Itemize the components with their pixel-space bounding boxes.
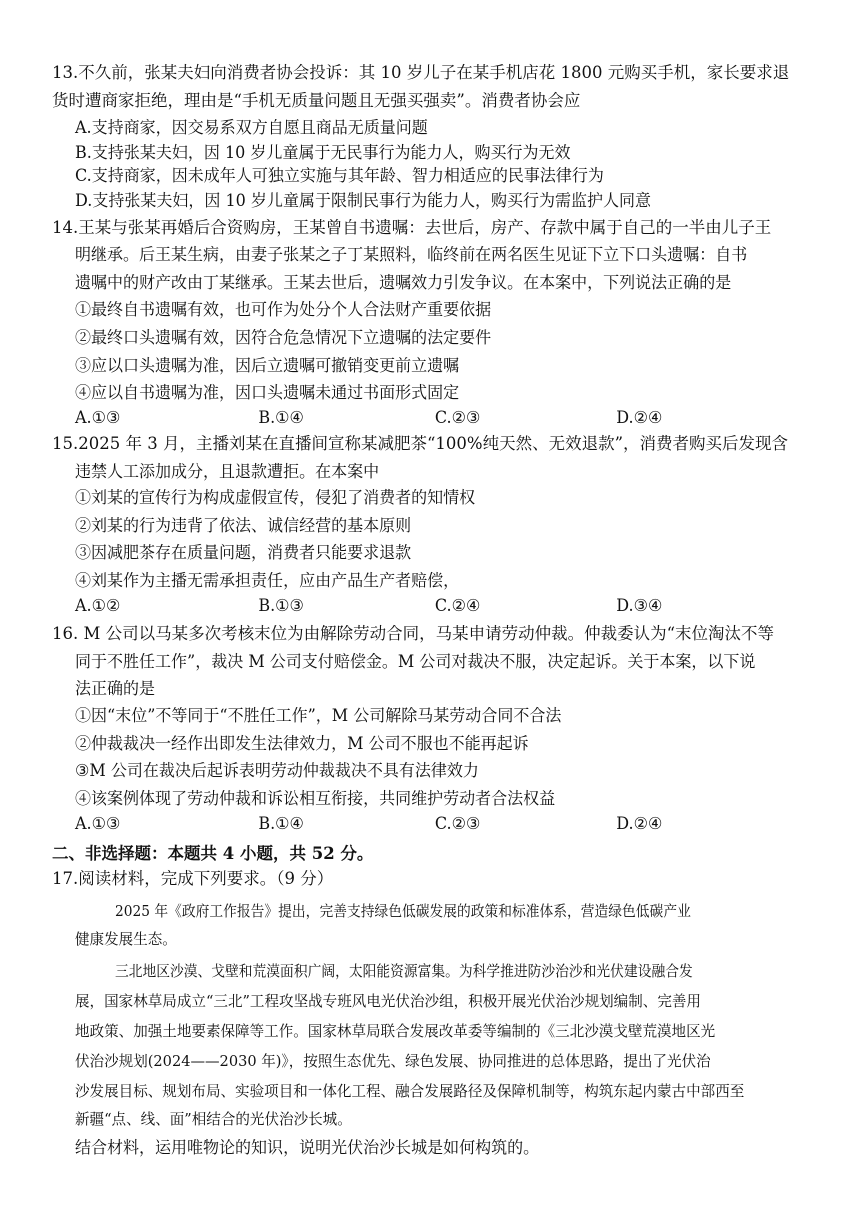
q13-stem-line-2: 货时遭商家拒绝，理由是“手机无质量问题且无强买强卖”。消费者协会应 [52, 91, 581, 110]
q15-choice-c: C.②④ [434, 596, 481, 615]
q14-stem-line-2: 明继承。后王某生病，由妻子张某之子丁某照料，临终前在两名医生见证下立下口头遗嘱：自书 [75, 245, 748, 264]
q17-material-line-1: 2025 年《政府工作报告》提出，完善支持绿色低碳发展的政策和标准体系，营造绿色低碳产业 [115, 902, 691, 920]
q16-item-4: ④该案例体现了劳动仲裁和诉讼相互衔接，共同维护劳动者合法权益 [75, 789, 556, 808]
q15-item-4: ④刘某作为主播无需承担责任，应由产品生产者赔偿， [75, 571, 460, 590]
q16-choice-b: B.①④ [258, 814, 304, 833]
q15-choice-b: B.①③ [258, 596, 304, 615]
q15-stem-line-1: 15.2025 年 3 月，主播刘某在直播间宣称某减肥茶“100%纯天然、无效退款”，消费者购买后发现含 [52, 434, 789, 453]
q13-option-b: B.支持张某夫妇，因 10 岁儿童属于无民事行为能力人，购买行为无效 [75, 143, 571, 162]
q15-choice-a: A.①② [75, 596, 121, 615]
q15-choice-d: D.③④ [616, 596, 663, 615]
q13-option-a: A.支持商家，因交易系双方自愿且商品无质量问题 [75, 118, 428, 137]
q14-item-4: ④应以自书遗嘱为准，因口头遗嘱未通过书面形式固定 [75, 383, 460, 402]
q17-material-line-2: 健康发展生态。 [75, 930, 177, 948]
section-heading: 二、非选择题：本题共 4 小题，共 52 分。 [52, 844, 374, 863]
q14-stem-line-3: 遗嘱中的财产改由丁某继承。王某去世后，遗嘱效力引发争议。在本案中，下列说法正确的是 [75, 273, 732, 292]
q16-item-1: ①因“末位”不等同于“不胜任工作”，M 公司解除马某劳动合同不合法 [75, 706, 562, 725]
q14-stem-line-1: 14.王某与张某再婚后合资购房，王某曾自书遗嘱：去世后，房产、存款中属于自己的一半由儿子王 [52, 218, 772, 237]
q16-choice-a: A.①③ [75, 814, 121, 833]
q16-stem-line-1: 16. M 公司以马某多次考核末位为由解除劳动合同，马某申请劳动仲裁。仲裁委认为“末位淘汰不等 [52, 624, 775, 643]
q14-item-2: ②最终口头遗嘱有效，因符合危急情况下立遗嘱的法定要件 [75, 328, 492, 347]
q13-option-d: D.支持张某夫妇，因 10 岁儿童属于限制民事行为能力人，购买行为需监护人同意 [75, 191, 652, 210]
q14-choice-d: D.②④ [616, 408, 663, 427]
q13-option-c: C.支持商家，因未成年人可独立实施与其年龄、智力相适应的民事法律行为 [75, 166, 604, 185]
q14-item-1: ①最终自书遗嘱有效，也可作为处分个人合法财产重要依据 [75, 300, 492, 319]
q16-item-3: ③M 公司在裁决后起诉表明劳动仲裁裁决不具有法律效力 [75, 761, 479, 780]
q13-stem-line-1: 13.不久前，张某夫妇向消费者协会投诉：其 10 岁儿子在某手机店花 1800 元购买手机，家长要求退 [52, 63, 790, 82]
q17-question: 结合材料，运用唯物论的知识，说明光伏治沙长城是如何构筑的。 [75, 1138, 540, 1157]
q15-item-3: ③因减肥茶存在质量问题，消费者只能要求退款 [75, 543, 412, 562]
q16-stem-line-3: 法正确的是 [75, 679, 156, 698]
q16-choice-d: D.②④ [616, 814, 663, 833]
q15-item-1: ①刘某的宣传行为构成虚假宣传，侵犯了消费者的知情权 [75, 488, 476, 507]
q17-material-line-5: 地政策、加强土地要素保障等工作。国家林草局联合发展改革委等编制的《三北沙漠戈壁荒漠地区光 [75, 1022, 716, 1040]
q17-material-line-7: 沙发展目标、规划布局、实验项目和一体化工程、融合发展路径及保障机制等，构筑东起内蒙古中部西至 [75, 1082, 745, 1100]
q16-choice-c: C.②③ [434, 814, 481, 833]
q14-choice-a: A.①③ [75, 408, 121, 427]
q17-material-line-8: 新疆“点、线、面”相结合的光伏治沙长城。 [75, 1110, 352, 1128]
q14-choice-c: C.②③ [434, 408, 481, 427]
q16-stem-line-2: 同于不胜任工作”，裁决 M 公司支付赔偿金。M 公司对裁决不服，决定起诉。关于本案，以下说 [75, 652, 756, 671]
q15-item-2: ②刘某的行为违背了依法、诚信经营的基本原则 [75, 516, 412, 535]
q15-stem-line-2: 违禁人工添加成分，且退款遭拒。在本案中 [75, 462, 380, 481]
q17-material-line-4: 展，国家林草局成立“三北”工程攻坚战专班风电光伏治沙组，积极开展光伏治沙规划编制、完善用 [75, 992, 701, 1010]
q17-material-line-3: 三北地区沙漠、戈壁和荒漠面积广阔，太阳能资源富集。为科学推进防沙治沙和光伏建设融合发 [115, 962, 693, 980]
q14-choice-b: B.①④ [258, 408, 304, 427]
q17-material-line-6: 伏治沙规划(2024——2030 年)》，按照生态优先、绿色发展、协同推进的总体思路，提出了光伏治 [75, 1052, 711, 1070]
q14-item-3: ③应以口头遗嘱为准，因后立遗嘱可撤销变更前立遗嘱 [75, 356, 460, 375]
q17-stem: 17.阅读材料，完成下列要求。（9 分） [52, 869, 334, 888]
q16-item-2: ②仲裁裁决一经作出即发生法律效力，M 公司不服也不能再起诉 [75, 734, 529, 753]
